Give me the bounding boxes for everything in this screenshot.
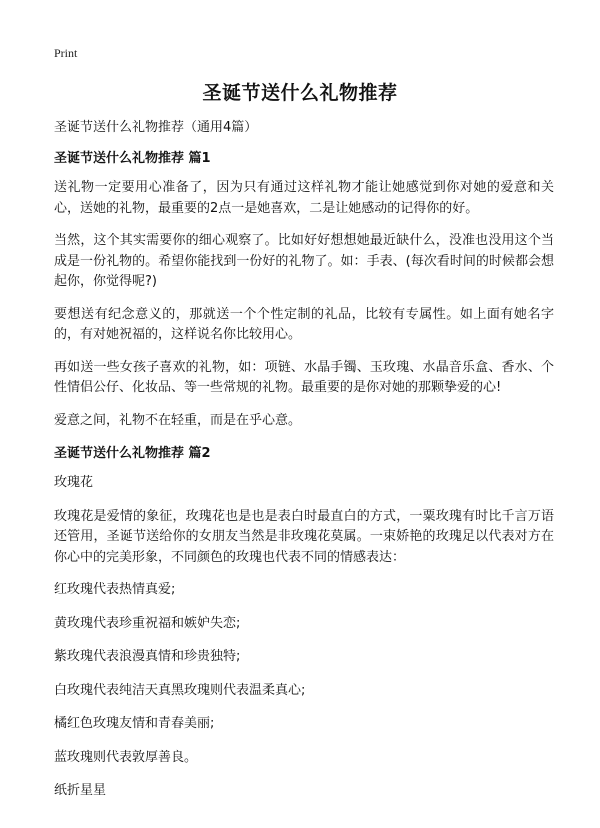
- section-2-paragraph: 紫玫瑰代表浪漫真情和珍贵独特;: [54, 649, 241, 664]
- section-2-paragraph: 蓝玫瑰则代表敦厚善良。: [54, 749, 198, 765]
- section-1-paragraph: 当然，这个其实需要你的细心观察了。比如好好想想她最近缺什么，没准也没用这个当成是一份礼物的。希望你能找到一份好的礼物了。如：手表、(每次看时间的时候都会想起你，你觉得呢?): [54, 233, 554, 289]
- page-title: 圣诞节送什么礼物推荐: [202, 82, 398, 104]
- document-subtitle: 圣诞节送什么礼物推荐（通用4篇）: [54, 120, 258, 135]
- section-1-paragraph: 送礼物一定要用心准备了，因为只有通过这样礼物才能让她感觉到你对她的爱意和关心，送她的礼物，最重要的2点一是她喜欢，二是让她感动的记得你的好。: [54, 180, 554, 216]
- section-2-paragraph: 玫瑰花是爱情的象征，玫瑰花也是也是表白时最直白的方式，一粟玫瑰有时比千言万语还管用，圣诞节送给你的女朋友当然是非玫瑰花莫属。一束娇艳的玫瑰足以代表对方在你心中的完美形象，不同颜色的玫瑰也代表不同的情感表达：: [54, 508, 554, 565]
- section-heading-2: 圣诞节送什么礼物推荐 篇2: [54, 446, 211, 461]
- section-2-paragraph: 红玫瑰代表热情真爱;: [54, 582, 176, 597]
- section-1-paragraph: 要想送有纪念意义的，那就送一个个性定制的礼品，比较有专属性。如上面有她名字的，有对她祝福的，这样说名你比较用心。: [54, 306, 554, 342]
- print-link[interactable]: Print: [54, 46, 78, 60]
- section-2-paragraph: 白玫瑰代表纯洁天真黑玫瑰则代表温柔真心;: [54, 682, 306, 698]
- section-2-paragraph: 玫瑰花: [54, 475, 94, 490]
- section-2-paragraph: 黄玫瑰代表珍重祝福和嫉妒失恋;: [54, 615, 241, 631]
- section-1-paragraph: 爱意之间，礼物不在轻重，而是在乎心意。: [54, 412, 302, 428]
- section-2-paragraph: 纸折星星: [54, 783, 107, 798]
- section-2-paragraph: 橘红色玫瑰友情和青春美丽;: [54, 716, 215, 731]
- section-heading-1: 圣诞节送什么礼物推荐 篇1: [54, 151, 211, 166]
- section-1-paragraph: 再如送一些女孩子喜欢的礼物，如：项链、水晶手镯、玉玫瑰、水晶音乐盒、香水、个性情侣公仔、化妆品、等一些常规的礼物。最重要的是你对她的那颗挚爱的心!: [54, 359, 554, 395]
- document-body: [54, 118, 554, 815]
